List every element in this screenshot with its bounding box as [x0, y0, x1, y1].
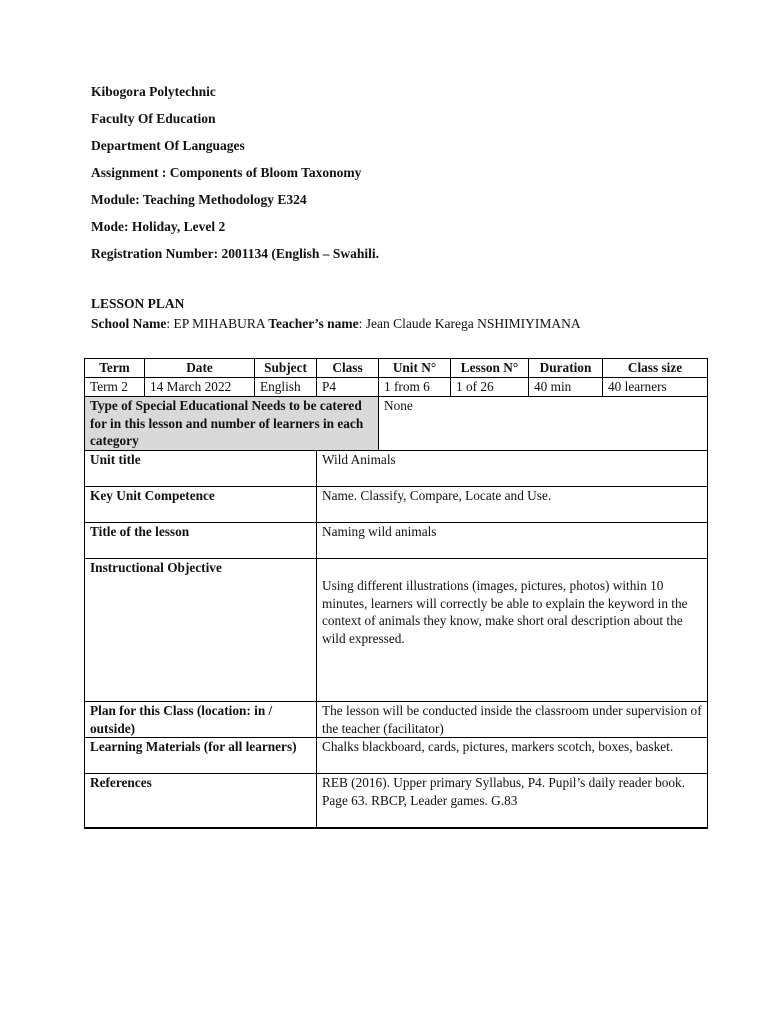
table-row: [85, 523, 708, 559]
header-cell: Subject: [255, 359, 317, 378]
row-value-unit-title: Wild Animals: [317, 451, 708, 487]
special-needs-value: None: [379, 397, 708, 451]
row-value-instructional-objective: [317, 559, 708, 702]
lesson-plan-table: [84, 358, 708, 829]
value-cell: English: [255, 378, 317, 397]
institution-name: Kibogora Polytechnic: [91, 84, 216, 99]
school-teacher-line: [91, 316, 581, 332]
school-name-label: School Name: [91, 316, 167, 331]
row-label-learning-materials: Learning Materials (for all learners): [85, 738, 317, 774]
school-name-value: : EP MIHABURA: [166, 316, 269, 331]
special-needs-row: [85, 397, 708, 451]
table-values-row: [85, 378, 708, 397]
row-value-lesson-title: Naming wild animals: [317, 523, 708, 559]
row-label-class-plan: Plan for this Class (location: in / outside): [85, 702, 317, 738]
row-label-key-unit-competence: Key Unit Competence: [85, 487, 317, 523]
table-row: [85, 487, 708, 523]
row-value-references: REB (2016). Upper primary Syllabus, P4. Pupil’s daily reader book. Page 63. RBCP, Leader games. G.83: [317, 774, 708, 829]
row-label-unit-title: Unit title: [85, 451, 317, 487]
mode-line: Mode: Holiday, Level 2: [91, 219, 226, 234]
table-header-row: [85, 359, 708, 378]
lesson-plan-title: LESSON PLAN: [91, 296, 185, 311]
value-cell: 40 learners: [603, 378, 708, 397]
special-needs-label: Type of Special Educational Needs to be catered for in this lesson and number of learners in each category: [85, 397, 379, 451]
value-cell: 14 March 2022: [145, 378, 255, 397]
value-cell: P4: [317, 378, 379, 397]
table-row: [85, 774, 708, 829]
faculty-name: Faculty Of Education: [91, 111, 216, 126]
assignment-title: Assignment : Components of Bloom Taxonomy: [91, 165, 362, 180]
value-cell: 1 of 26: [451, 378, 529, 397]
row-label-lesson-title: Title of the lesson: [85, 523, 317, 559]
header-cell: Term: [85, 359, 145, 378]
row-value-class-plan: The lesson will be conducted inside the classroom under supervision of the teacher (facilitator): [317, 702, 708, 738]
row-label-references: References: [85, 774, 317, 829]
table-row: [85, 451, 708, 487]
value-cell: 1 from 6: [379, 378, 451, 397]
row-value-key-unit-competence: Name. Classify, Compare, Locate and Use.: [317, 487, 708, 523]
table-row: [85, 559, 708, 702]
header-cell: Class size: [603, 359, 708, 378]
teacher-name-label: Teacher’s name: [268, 316, 359, 331]
row-label-instructional-objective: Instructional Objective: [85, 559, 317, 702]
department-name: Department Of Languages: [91, 138, 245, 153]
value-cell: Term 2: [85, 378, 145, 397]
header-cell: Class: [317, 359, 379, 378]
module-line: Module: Teaching Methodology E324: [91, 192, 307, 207]
header-cell: Unit N°: [379, 359, 451, 378]
table-row: [85, 702, 708, 738]
row-value-learning-materials: Chalks blackboard, cards, pictures, markers scotch, boxes, basket.: [317, 738, 708, 774]
table-row: [85, 738, 708, 774]
header-cell: Lesson N°: [451, 359, 529, 378]
header-cell: Duration: [529, 359, 603, 378]
instructional-objective-text: Using different illustrations (images, pictures, photos) within 10 minutes, learners will correctly be able to explain the keyword in the context of animals they know, make short oral description about the wild expressed.: [322, 578, 688, 646]
header-cell: Date: [145, 359, 255, 378]
value-cell: 40 min: [529, 378, 603, 397]
teacher-name-value: : Jean Claude Karega NSHIMIYIMANA: [358, 316, 581, 331]
registration-line: Registration Number: 2001134 (English – Swahili.: [91, 246, 380, 261]
